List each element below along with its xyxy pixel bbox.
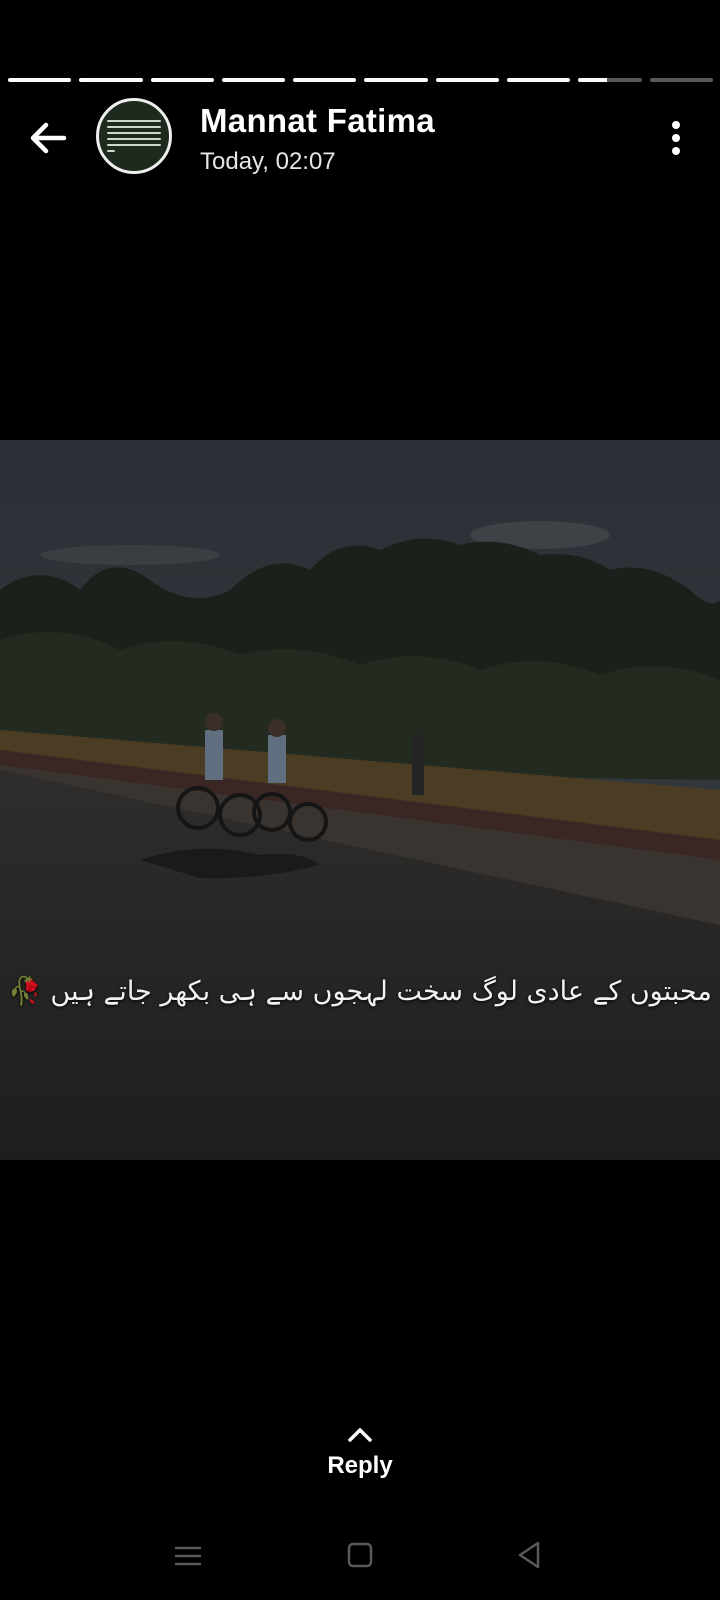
story-timestamp: Today, 02:07	[200, 148, 336, 175]
story-image[interactable]	[0, 440, 720, 1160]
reply-button[interactable]	[0, 1424, 720, 1480]
avatar[interactable]	[96, 98, 172, 174]
progress-segment	[507, 78, 570, 82]
avatar-image	[107, 116, 161, 156]
progress-segment	[79, 78, 142, 82]
progress-segment	[8, 78, 71, 82]
story-caption: محبتوں کے عادی لوگ سخت لہجوں سے ہی بکھر جاتے ہیں 🥀	[8, 976, 712, 1007]
story-header	[0, 96, 720, 180]
progress-segment	[151, 78, 214, 82]
progress-segment	[364, 78, 427, 82]
more-vertical-icon[interactable]	[660, 118, 692, 158]
system-navigation-bar	[0, 1530, 720, 1580]
menu-icon[interactable]	[168, 1538, 208, 1574]
arrow-left-icon[interactable]	[24, 114, 72, 162]
progress-segment	[436, 78, 499, 82]
story-progress-bar	[8, 78, 713, 82]
progress-segment-current	[578, 78, 641, 82]
story-photo	[0, 440, 720, 1160]
progress-segment	[650, 78, 713, 82]
back-triangle-icon[interactable]	[510, 1538, 550, 1574]
progress-segment	[222, 78, 285, 82]
chevron-up-icon	[346, 1424, 374, 1444]
progress-segment	[293, 78, 356, 82]
user-name[interactable]: Mannat Fatima	[200, 102, 435, 139]
reply-label: Reply	[327, 1452, 393, 1479]
home-square-icon[interactable]	[340, 1538, 380, 1574]
